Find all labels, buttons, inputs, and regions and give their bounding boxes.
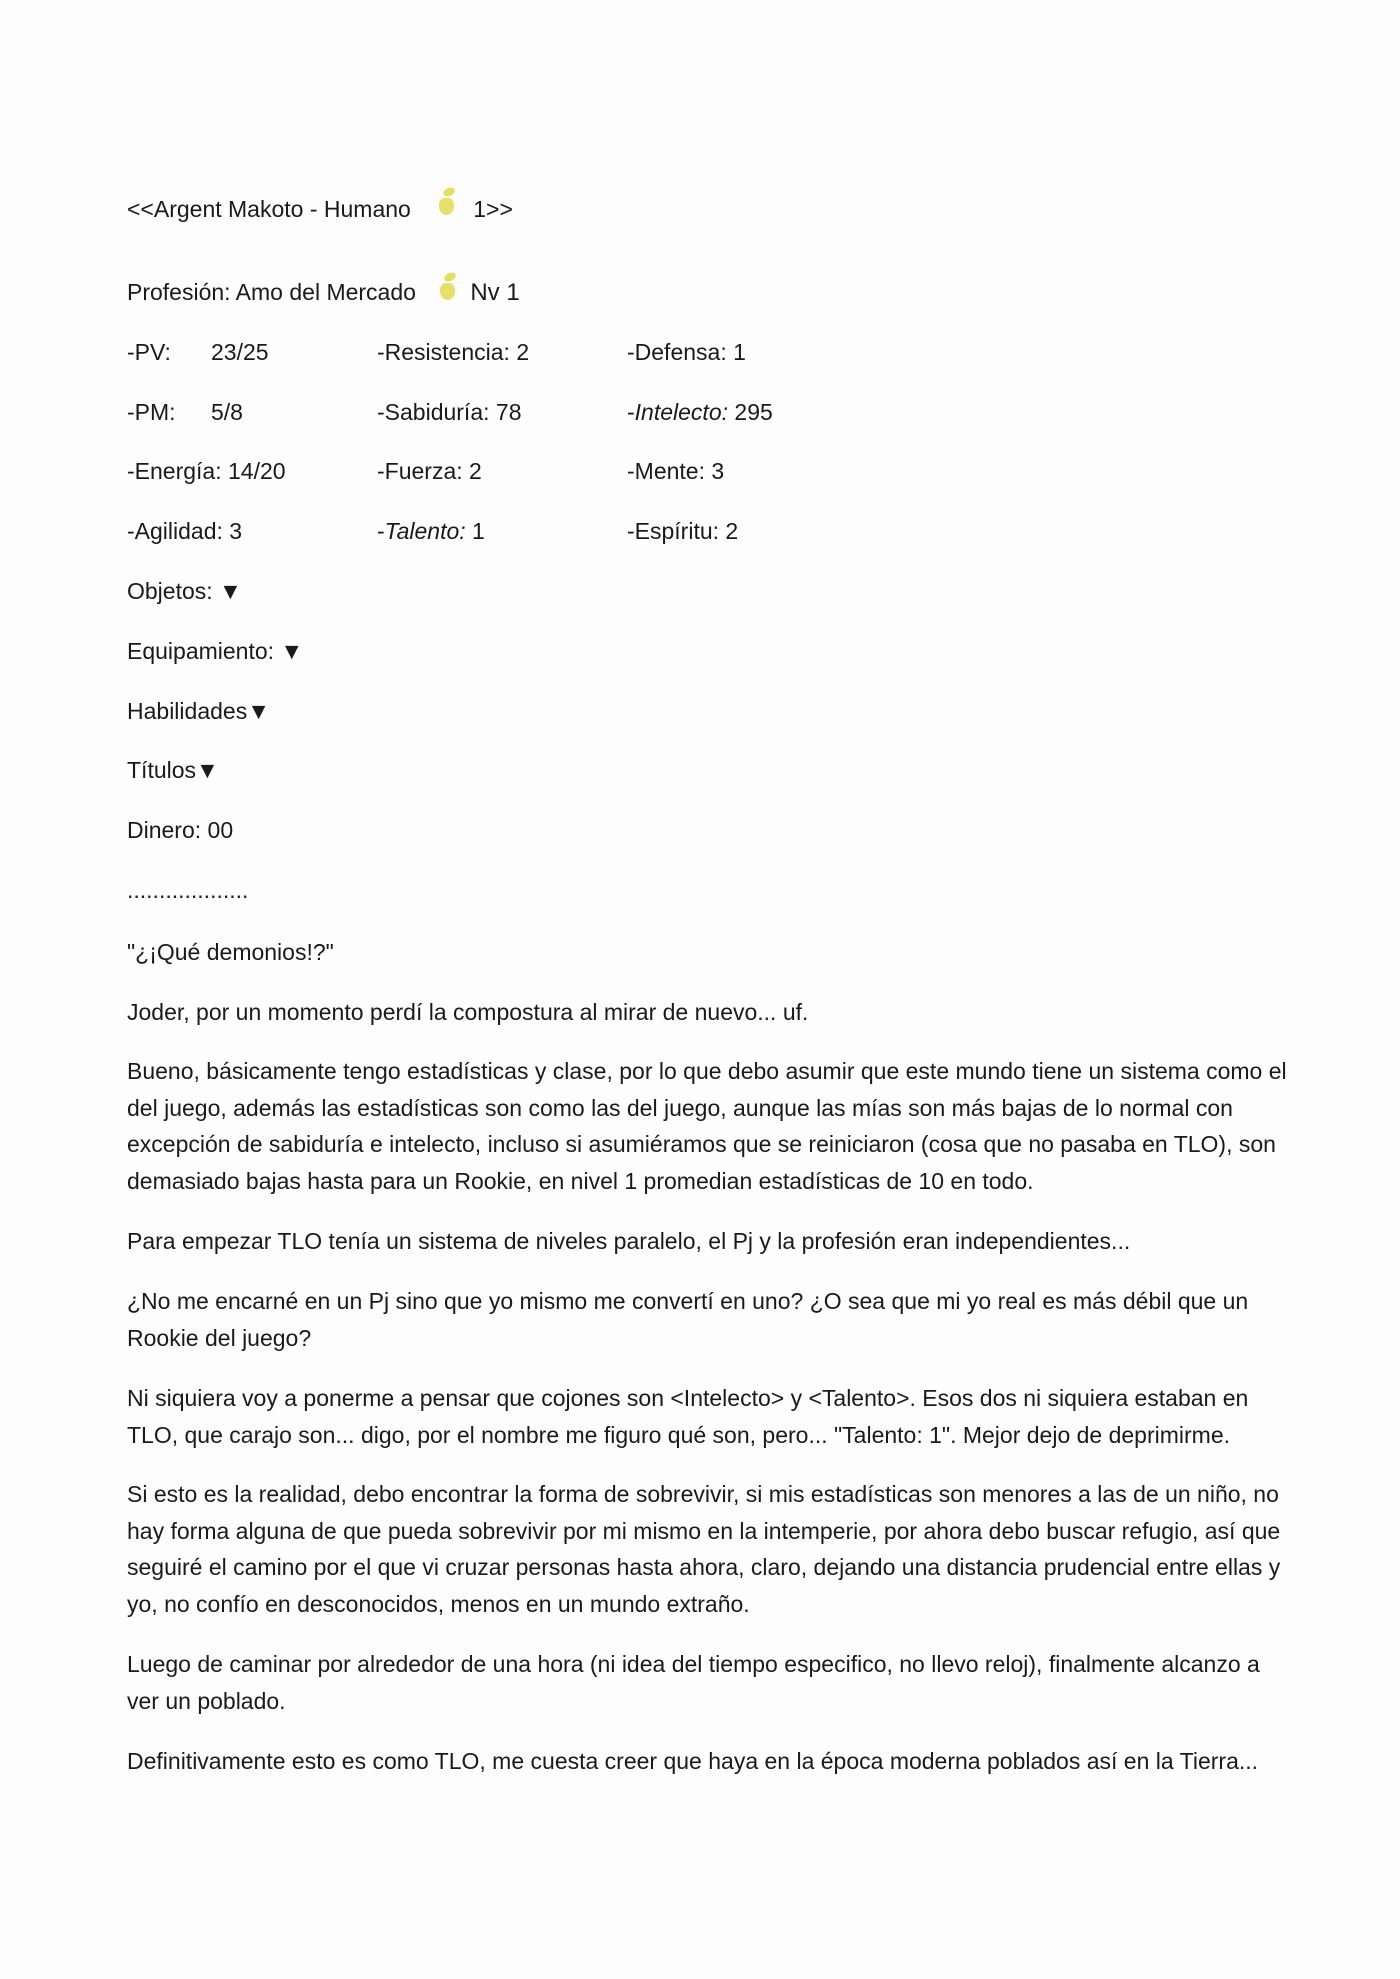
- paragraph: "¿¡Qué demonios!?": [127, 939, 334, 965]
- paragraph: Bueno, básicamente tengo estadísticas y clase, por lo que debo asumir que este mundo tiene un sistema como el del juego, además las estadísticas son como las del juego, aunque las mías son más bajas de lo normal con excepción de sabiduría e intelecto, incluso si asumiéramos que se reiniciaron (cosa que no pasaba en TLO), son demasiado bajas hasta para un Rookie, en nivel 1 promedian estadísticas de 10 en todo.: [127, 1058, 1287, 1194]
- stat-sabiduria: -Sabiduría: 78: [377, 399, 522, 425]
- stat-pm-value: 5/8: [211, 399, 243, 425]
- stat-energia: -Energía: 14/20: [127, 458, 286, 484]
- stat-intelecto-label: Intelecto:: [634, 399, 729, 425]
- stat-resistencia: -Resistencia: 2: [377, 339, 530, 365]
- gem-icon: [439, 188, 455, 218]
- paragraph: Ni siquiera voy a ponerme a pensar que cojones son <Intelecto> y <Talento>. Esos dos ni siquiera estaban en TLO, que carajo son... digo, por el nombre me figuro qué son, pero... "Talento: 1". Mejor dejo de deprimirme.: [127, 1385, 1249, 1448]
- separator: ...................: [127, 877, 249, 903]
- stat-espiritu: -Espíritu: 2: [627, 518, 739, 544]
- dinero-value: Dinero: 00: [127, 817, 234, 843]
- paragraph: Si esto es la realidad, debo encontrar la forma de sobrevivir, si mis estadísticas son menores a las de un niño, no hay forma alguna de que pueda sobrevivir por mi mismo en la intemperie, por ahora debo buscar refugio, así que seguiré el camino por el que vi cruzar personas hasta ahora, claro, dejando una distancia prudencial entre ellas y yo, no confío en desconocidos, menos en un mundo extraño.: [127, 1481, 1281, 1617]
- paragraph: Luego de caminar por alrededor de una hora (ni idea del tiempo especifico, no llevo reloj), finalmente alcanzo a ver un poblado.: [127, 1651, 1260, 1714]
- habilidades-menu[interactable]: Habilidades▼: [127, 698, 270, 724]
- stat-pv-label: -PV:: [127, 339, 171, 365]
- stat-fuerza: -Fuerza: 2: [377, 458, 482, 484]
- stat-pv-value: 23/25: [211, 339, 269, 365]
- equipamiento-menu[interactable]: Equipamiento: ▼: [127, 638, 304, 664]
- paragraph: Definitivamente esto es como TLO, me cuesta creer que haya en la época moderna poblados así en la Tierra...: [127, 1748, 1259, 1774]
- stat-pm-label: -PM:: [127, 399, 176, 425]
- stat-talento-label: Talento:: [384, 518, 466, 544]
- stat-talento: -Talento: 1: [377, 518, 485, 544]
- objetos-menu[interactable]: Objetos: ▼: [127, 578, 242, 604]
- stat-intelecto: -Intelecto: 295: [627, 399, 773, 425]
- stat-talento-value: 1: [465, 518, 485, 544]
- profession-line: [127, 276, 520, 309]
- paragraph: ¿No me encarné en un Pj sino que yo mismo me convertí en uno? ¿O sea que mi yo real es más débil que un Rookie del juego?: [127, 1288, 1249, 1351]
- character-name: <<Argent Makoto - Humano: [127, 196, 411, 222]
- profession-label: Profesión: Amo del Mercado: [127, 279, 416, 305]
- character-header: [127, 193, 513, 226]
- character-level: 1>>: [473, 196, 513, 222]
- stat-agilidad: -Agilidad: 3: [127, 518, 243, 544]
- profession-level: Nv 1: [470, 279, 520, 306]
- stat-intelecto-value: 295: [728, 399, 773, 425]
- titulos-menu[interactable]: Títulos▼: [127, 757, 219, 783]
- paragraph: Para empezar TLO tenía un sistema de niveles paralelo, el Pj y la profesión eran independientes...: [127, 1228, 1131, 1254]
- paragraph: Joder, por un momento perdí la compostura al mirar de nuevo... uf.: [127, 999, 809, 1025]
- stat-defensa: -Defensa: 1: [627, 339, 746, 365]
- gem-icon: [440, 273, 456, 303]
- stat-mente: -Mente: 3: [627, 458, 725, 484]
